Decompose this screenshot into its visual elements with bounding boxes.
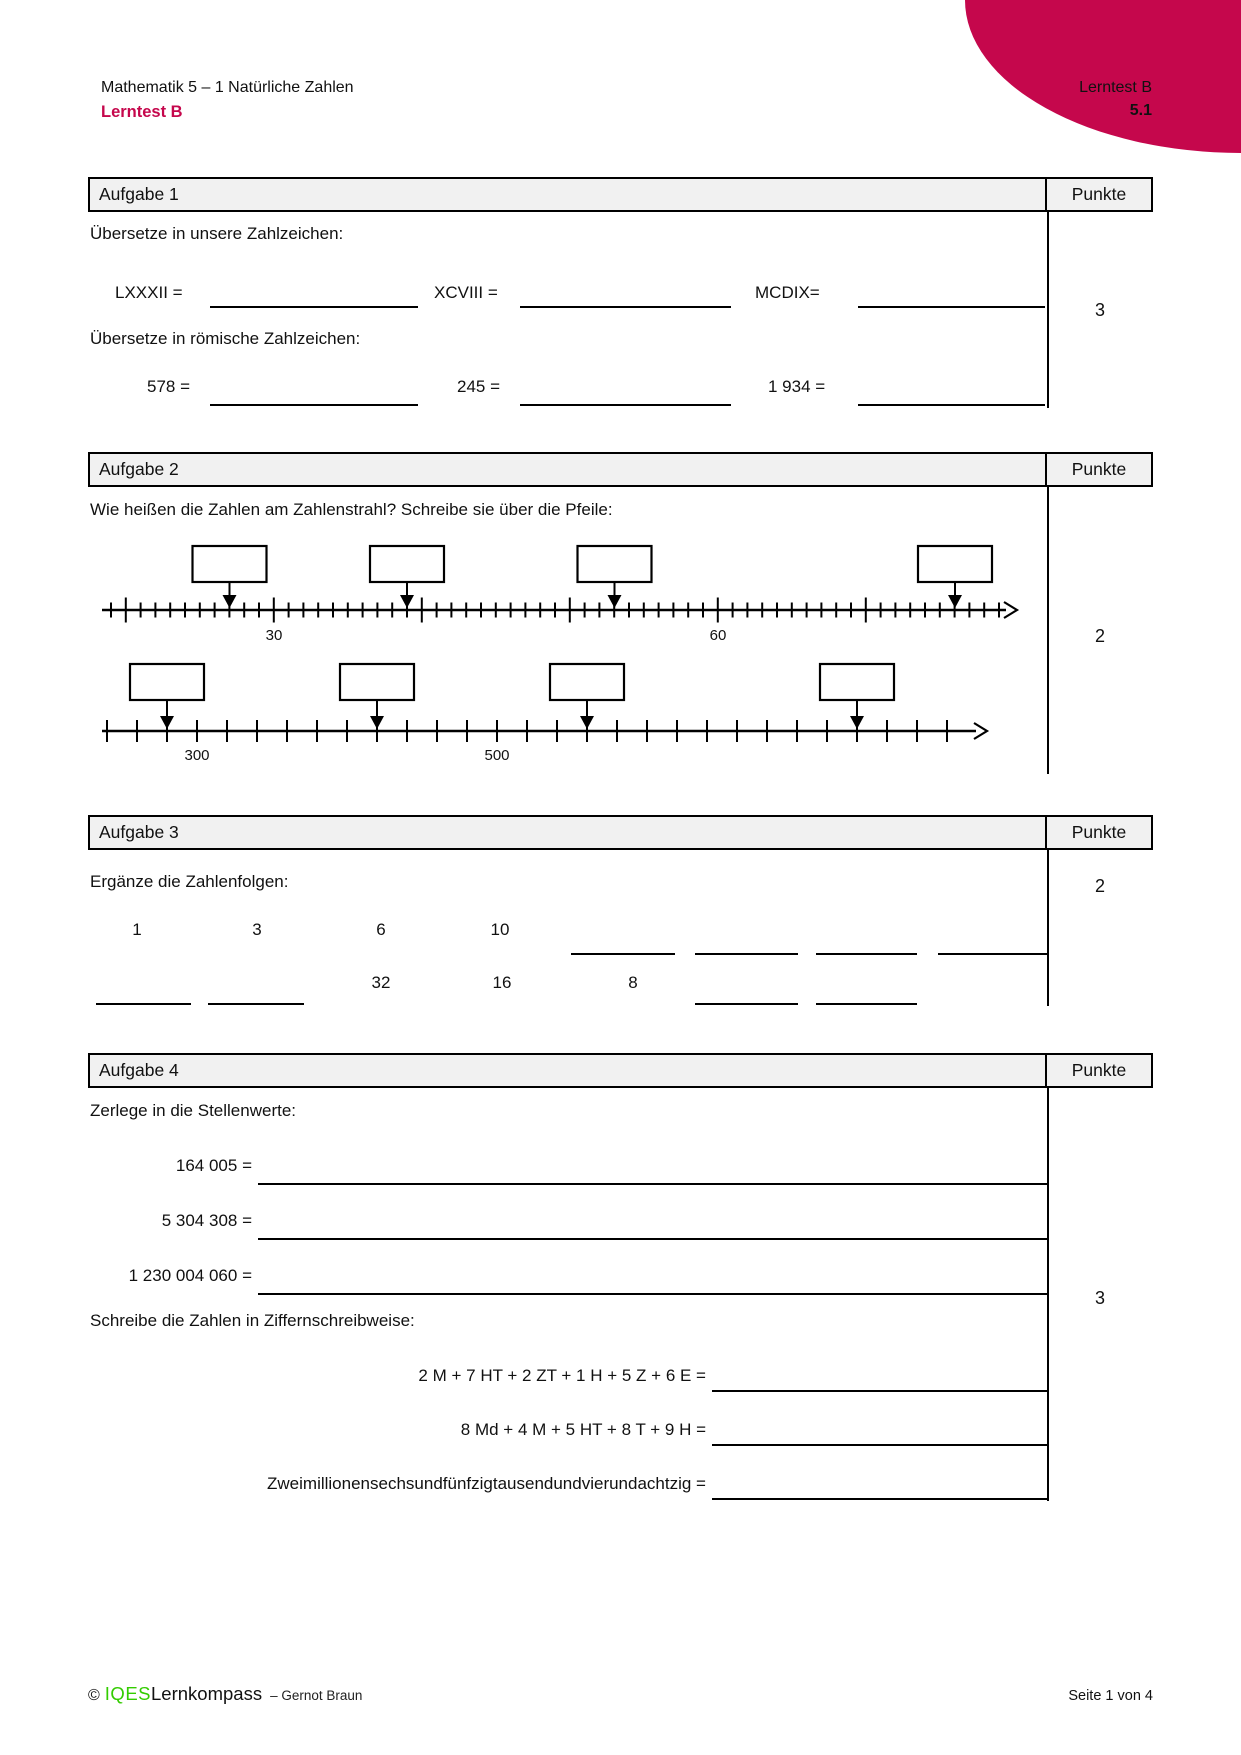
answer-box[interactable] (578, 546, 652, 582)
decompose-term-2: 5 304 308 = (161, 1211, 252, 1230)
answer-box[interactable] (340, 664, 414, 700)
answer-box[interactable] (918, 546, 992, 582)
arrow-head-icon (370, 716, 384, 729)
number-line-1 (88, 544, 1048, 662)
decompose-term-1: 164 005 = (175, 1156, 252, 1175)
arrow-head-icon (608, 595, 622, 608)
tick-label: 500 (484, 747, 510, 764)
task1-title: Aufgabe 1 (90, 179, 1047, 210)
task2-title: Aufgabe 2 (90, 454, 1047, 485)
blank-line[interactable] (712, 1444, 1047, 1446)
page-indicator: Seite 1 von 4 (1068, 1688, 1153, 1704)
footer-author: – Gernot Braun (270, 1688, 363, 1703)
tick-label: 300 (184, 747, 210, 764)
corner-test-label: Lerntest B (1079, 79, 1152, 96)
blank-line[interactable] (96, 1003, 191, 1005)
number-line-2 (88, 661, 1048, 766)
arabic-term-1: 578 = (147, 377, 191, 396)
task4-title: Aufgabe 4 (90, 1055, 1047, 1086)
blank-line[interactable] (258, 1238, 1047, 1240)
corner-decoration (965, 0, 1241, 153)
roman-term-1: LXXXII = (115, 283, 183, 302)
sequence1-number-1: 1 (132, 920, 142, 939)
arrow-head-icon (160, 716, 174, 729)
task3-points: 2 (1094, 876, 1105, 896)
task2-points: 2 (1094, 626, 1105, 646)
blank-line[interactable] (938, 953, 1047, 955)
tick-label: 60 (709, 627, 727, 644)
task3-title: Aufgabe 3 (90, 817, 1047, 848)
task3-header (88, 815, 1153, 850)
arrow-head-icon (850, 716, 864, 729)
sequence2-number-2: 16 (492, 973, 512, 992)
sequence1-number-4: 10 (490, 920, 510, 939)
task4-instruction-1: Zerlege in die Stellenwerte: (90, 1101, 297, 1120)
task1-instruction-2: Übersetze in römische Zahlzeichen: (90, 329, 361, 348)
task2-header (88, 452, 1153, 487)
task3-divider (1047, 850, 1049, 1006)
points-header: Punkte (1047, 179, 1153, 210)
task2-instruction: Wie heißen die Zahlen am Zahlenstrahl? Schreibe sie über die Pfeile: (90, 500, 613, 519)
corner-chapter-number: 5.1 (1129, 102, 1152, 119)
points-header: Punkte (1047, 454, 1153, 485)
blank-line[interactable] (258, 1293, 1047, 1295)
blank-line[interactable] (695, 1003, 798, 1005)
blank-line[interactable] (571, 953, 675, 955)
roman-term-3: MCDIX= (755, 283, 820, 302)
task4-instruction-2: Schreibe die Zahlen in Ziffernschreibweise: (90, 1311, 415, 1330)
answer-box[interactable] (550, 664, 624, 700)
compose-term-2: 8 Md + 4 M + 5 HT + 8 T + 9 H = (460, 1420, 706, 1439)
points-header: Punkte (1047, 1055, 1153, 1086)
arabic-term-2: 245 = (457, 377, 501, 396)
answer-box[interactable] (193, 546, 267, 582)
blank-line[interactable] (858, 306, 1045, 308)
blank-line[interactable] (695, 953, 798, 955)
arabic-term-3: 1 934 = (768, 377, 826, 396)
footer-brand (88, 1683, 362, 1705)
test-label: Lerntest B (101, 103, 183, 121)
course-title: Mathematik 5 – 1 Natürliche Zahlen (101, 79, 354, 96)
points-header: Punkte (1047, 817, 1153, 848)
blank-line[interactable] (258, 1183, 1047, 1185)
tick-label: 30 (265, 627, 283, 644)
task3-instruction: Ergänze die Zahlenfolgen: (90, 872, 289, 891)
brand-lernkompass: Lernkompass (151, 1683, 263, 1704)
roman-term-2: XCVIII = (434, 283, 498, 302)
brand-iqes: IQES (104, 1683, 152, 1704)
answer-box[interactable] (370, 546, 444, 582)
compose-term-1: 2 M + 7 HT + 2 ZT + 1 H + 5 Z + 6 E = (418, 1366, 706, 1385)
answer-box[interactable] (130, 664, 204, 700)
blank-line[interactable] (520, 306, 731, 308)
arrow-head-icon (580, 716, 594, 729)
blank-line[interactable] (520, 404, 731, 406)
decompose-term-3: 1 230 004 060 = (128, 1266, 252, 1285)
blank-line[interactable] (712, 1498, 1047, 1500)
blank-line[interactable] (858, 404, 1045, 406)
blank-line[interactable] (210, 306, 418, 308)
sequence1-number-2: 3 (252, 920, 262, 939)
answer-box[interactable] (820, 664, 894, 700)
copyright-icon: © (88, 1687, 100, 1704)
task1-header (88, 177, 1153, 212)
blank-line[interactable] (210, 404, 418, 406)
arrow-head-icon (948, 595, 962, 608)
blank-line[interactable] (816, 953, 917, 955)
blank-line[interactable] (208, 1003, 304, 1005)
blank-line[interactable] (712, 1390, 1047, 1392)
sequence1-number-3: 6 (376, 920, 386, 939)
compose-term-3: Zweimillionensechsundfünfzigtausendundvierundachtzig = (267, 1474, 706, 1493)
task4-points: 3 (1094, 1288, 1105, 1308)
sequence2-number-1: 32 (371, 973, 391, 992)
task4-header (88, 1053, 1153, 1088)
task1-points: 3 (1094, 300, 1105, 320)
task1-instruction-1: Übersetze in unsere Zahlzeichen: (90, 224, 344, 243)
blank-line[interactable] (816, 1003, 917, 1005)
sequence2-number-3: 8 (628, 973, 638, 992)
arrow-head-icon (223, 595, 237, 608)
arrow-head-icon (400, 595, 414, 608)
